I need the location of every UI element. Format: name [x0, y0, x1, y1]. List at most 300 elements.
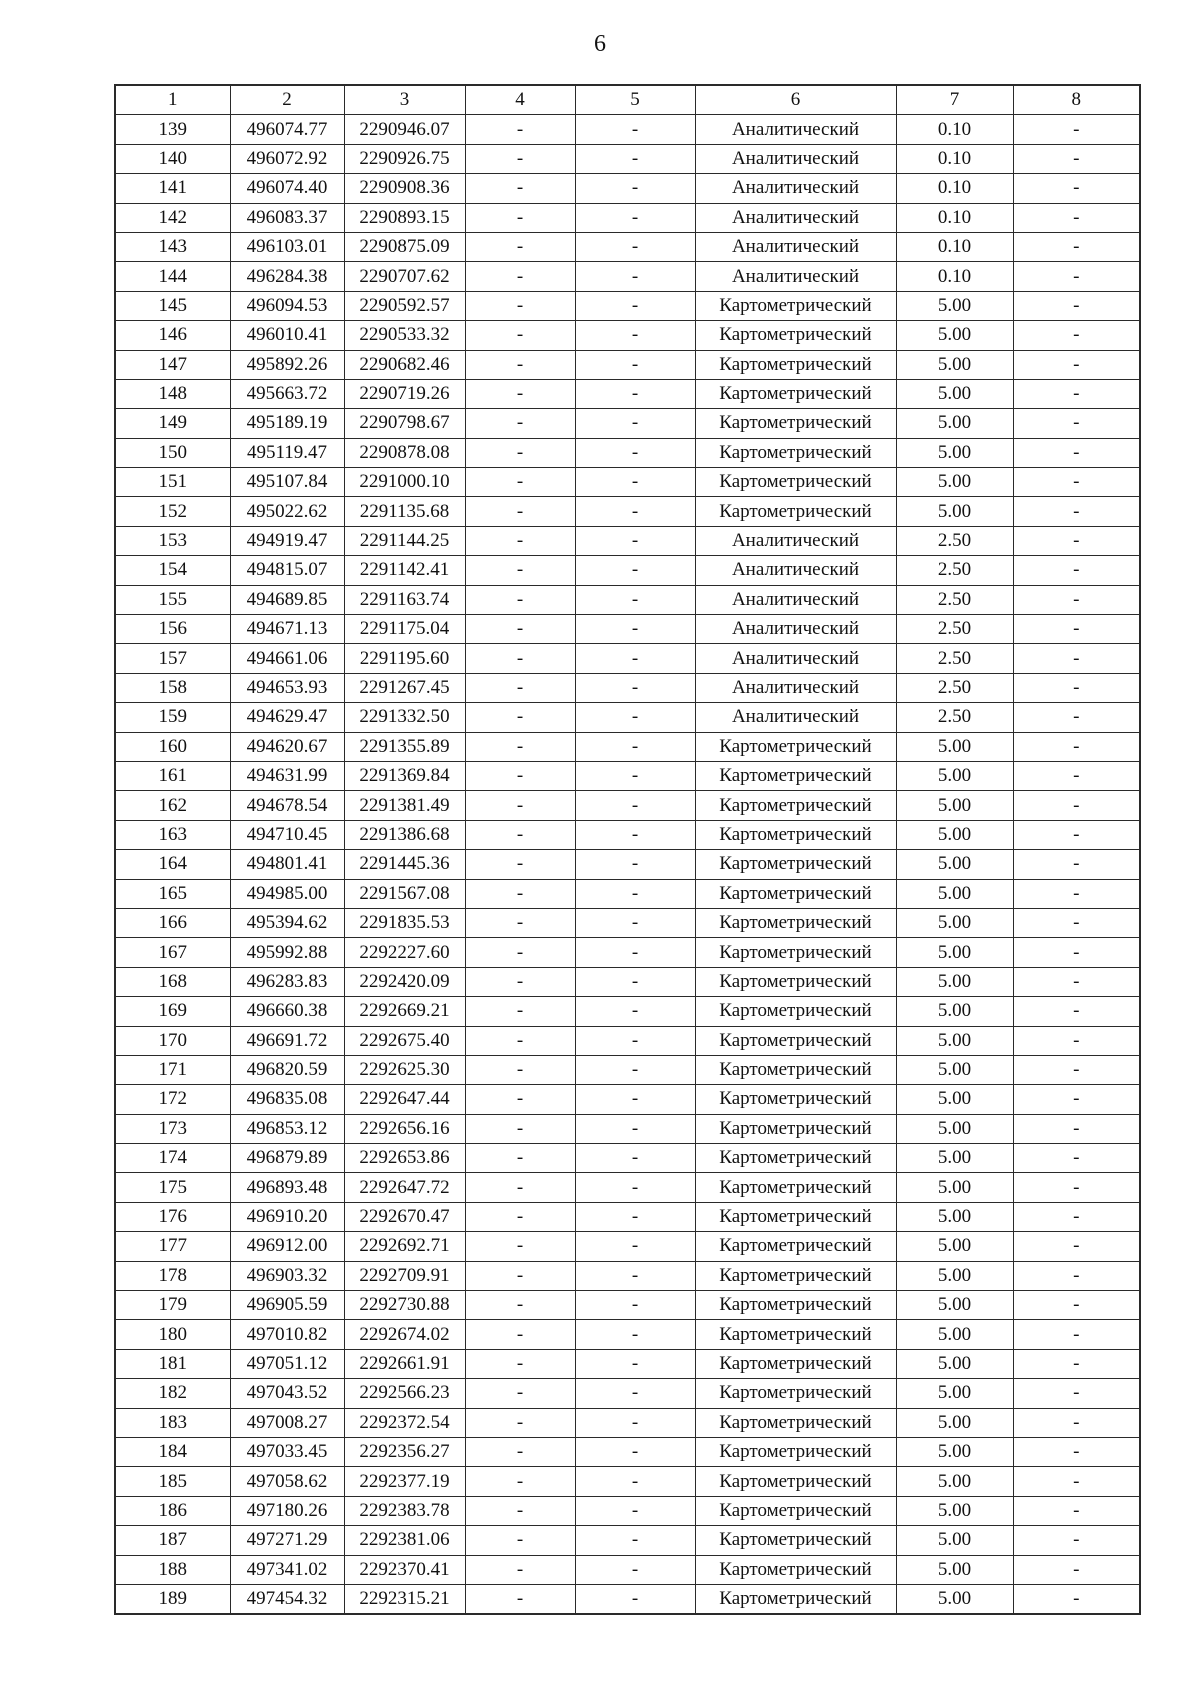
table-cell: 2292675.40: [344, 1026, 465, 1055]
table-cell: 5.00: [896, 1526, 1013, 1555]
table-cell: 150: [115, 438, 230, 467]
table-cell: Картометрический: [695, 791, 896, 820]
table-cell: Картометрический: [695, 938, 896, 967]
table-row: [115, 585, 1140, 614]
table-row: [115, 497, 1140, 526]
table-cell: -: [575, 850, 695, 879]
table-cell: 5.00: [896, 1202, 1013, 1231]
table-cell: 186: [115, 1496, 230, 1525]
table-cell: Картометрический: [695, 1291, 896, 1320]
table-cell: -: [1013, 761, 1140, 790]
table-cell: -: [1013, 409, 1140, 438]
table-cell: 2292674.02: [344, 1320, 465, 1349]
table-cell: -: [1013, 232, 1140, 261]
table-cell: -: [575, 879, 695, 908]
table-cell: -: [1013, 938, 1140, 967]
table-cell: -: [575, 585, 695, 614]
table-cell: 497043.52: [230, 1379, 344, 1408]
table-cell: 151: [115, 468, 230, 497]
table-cell: 2292692.71: [344, 1232, 465, 1261]
table-cell: -: [465, 1202, 575, 1231]
table-cell: -: [465, 203, 575, 232]
table-row: [115, 1291, 1140, 1320]
table-cell: 5.00: [896, 438, 1013, 467]
table-cell: Картометрический: [695, 1467, 896, 1496]
table-cell: 176: [115, 1202, 230, 1231]
table-cell: Аналитический: [695, 585, 896, 614]
table-cell: 5.00: [896, 1291, 1013, 1320]
table-cell: -: [1013, 379, 1140, 408]
table-cell: -: [575, 673, 695, 702]
table-row: [115, 1496, 1140, 1525]
table-cell: 143: [115, 232, 230, 261]
table-row: [115, 761, 1140, 790]
table-cell: 2292661.91: [344, 1349, 465, 1378]
table-row: [115, 703, 1140, 732]
table-cell: 5.00: [896, 791, 1013, 820]
table-cell: 5.00: [896, 732, 1013, 761]
table-cell: -: [1013, 468, 1140, 497]
table-cell: 496879.89: [230, 1144, 344, 1173]
table-cell: 173: [115, 1114, 230, 1143]
table-cell: 139: [115, 115, 230, 144]
table-cell: -: [575, 791, 695, 820]
table-cell: 2290946.07: [344, 115, 465, 144]
table-cell: -: [575, 1261, 695, 1290]
table-cell: -: [575, 115, 695, 144]
table-cell: 2291386.68: [344, 820, 465, 849]
table-cell: -: [1013, 1202, 1140, 1231]
table-cell: -: [1013, 1526, 1140, 1555]
table-cell: -: [465, 1526, 575, 1555]
table-cell: 497454.32: [230, 1584, 344, 1614]
table-cell: 5.00: [896, 1026, 1013, 1055]
table-cell: 5.00: [896, 379, 1013, 408]
table-cell: 494689.85: [230, 585, 344, 614]
table-cell: -: [465, 732, 575, 761]
table-cell: -: [465, 761, 575, 790]
table-row: [115, 1055, 1140, 1084]
table-cell: -: [575, 497, 695, 526]
table-cell: Картометрический: [695, 1555, 896, 1584]
table-cell: 0.10: [896, 262, 1013, 291]
table-cell: 497051.12: [230, 1349, 344, 1378]
table-cell: 2.50: [896, 673, 1013, 702]
table-cell: 497271.29: [230, 1526, 344, 1555]
table-cell: -: [575, 350, 695, 379]
table-cell: Картометрический: [695, 1261, 896, 1290]
table-cell: Картометрический: [695, 1085, 896, 1114]
table-cell: -: [1013, 703, 1140, 732]
table-cell: Картометрический: [695, 321, 896, 350]
table-cell: 2.50: [896, 615, 1013, 644]
table-cell: 165: [115, 879, 230, 908]
table-cell: -: [465, 673, 575, 702]
table-cell: -: [465, 1232, 575, 1261]
table-row: [115, 1173, 1140, 1202]
table-cell: 2292647.72: [344, 1173, 465, 1202]
table-cell: Картометрический: [695, 820, 896, 849]
table-cell: 496660.38: [230, 997, 344, 1026]
table-row: [115, 115, 1140, 144]
table-cell: -: [575, 1232, 695, 1261]
table-cell: 5.00: [896, 820, 1013, 849]
table-cell: 5.00: [896, 761, 1013, 790]
table-cell: -: [465, 1408, 575, 1437]
table-cell: 147: [115, 350, 230, 379]
table-cell: -: [1013, 203, 1140, 232]
table-cell: 2292669.21: [344, 997, 465, 1026]
table-row: [115, 820, 1140, 849]
table-cell: 5.00: [896, 879, 1013, 908]
table-cell: 496103.01: [230, 232, 344, 261]
table-body: [115, 85, 1140, 1614]
table-row: [115, 1467, 1140, 1496]
table-cell: -: [465, 820, 575, 849]
table-cell: 494671.13: [230, 615, 344, 644]
table-cell: 5.00: [896, 1379, 1013, 1408]
table-cell: 179: [115, 1291, 230, 1320]
table-cell: 187: [115, 1526, 230, 1555]
table-cell: -: [465, 1261, 575, 1290]
table-cell: 496074.77: [230, 115, 344, 144]
table-cell: 155: [115, 585, 230, 614]
table-cell: 5.00: [896, 1496, 1013, 1525]
table-cell: -: [575, 203, 695, 232]
table-cell: -: [575, 1202, 695, 1231]
table-cell: -: [575, 291, 695, 320]
table-cell: 496910.20: [230, 1202, 344, 1231]
table-cell: -: [465, 438, 575, 467]
table-cell: 2291355.89: [344, 732, 465, 761]
table-cell: Картометрический: [695, 997, 896, 1026]
table-cell: -: [575, 1555, 695, 1584]
table-cell: 5.00: [896, 1232, 1013, 1261]
table-cell: 5.00: [896, 908, 1013, 937]
table-cell: 5.00: [896, 1261, 1013, 1290]
table-row: [115, 1555, 1140, 1584]
table-cell: -: [575, 262, 695, 291]
table-cell: 495107.84: [230, 468, 344, 497]
table-cell: 496074.40: [230, 174, 344, 203]
table-cell: 496903.32: [230, 1261, 344, 1290]
table-cell: -: [465, 644, 575, 673]
table-cell: -: [575, 997, 695, 1026]
table-cell: -: [1013, 115, 1140, 144]
table-cell: 0.10: [896, 203, 1013, 232]
table-cell: 2291135.68: [344, 497, 465, 526]
column-header: 4: [465, 85, 575, 115]
table-cell: -: [575, 1291, 695, 1320]
table-cell: -: [575, 232, 695, 261]
table-cell: -: [465, 1085, 575, 1114]
table-cell: -: [575, 321, 695, 350]
table-row: [115, 1437, 1140, 1466]
table-cell: 495189.19: [230, 409, 344, 438]
table-cell: 495992.88: [230, 938, 344, 967]
table-cell: -: [1013, 791, 1140, 820]
table-cell: -: [1013, 1379, 1140, 1408]
table-cell: Картометрический: [695, 1584, 896, 1614]
table-cell: -: [1013, 526, 1140, 555]
table-cell: 2291381.49: [344, 791, 465, 820]
column-header: 1: [115, 85, 230, 115]
table-cell: 2.50: [896, 703, 1013, 732]
table-row: [115, 1144, 1140, 1173]
table-cell: 494629.47: [230, 703, 344, 732]
table-cell: 183: [115, 1408, 230, 1437]
table-cell: 2291142.41: [344, 556, 465, 585]
table-cell: -: [465, 908, 575, 937]
table-cell: -: [575, 1144, 695, 1173]
table-cell: 2292709.91: [344, 1261, 465, 1290]
table-cell: -: [575, 1526, 695, 1555]
table-cell: -: [465, 1584, 575, 1614]
table-cell: 145: [115, 291, 230, 320]
table-cell: 496010.41: [230, 321, 344, 350]
table-cell: 496083.37: [230, 203, 344, 232]
table-row: [115, 791, 1140, 820]
table-cell: 5.00: [896, 1555, 1013, 1584]
table-row: [115, 379, 1140, 408]
table-cell: 494801.41: [230, 850, 344, 879]
table-cell: 163: [115, 820, 230, 849]
table-cell: Картометрический: [695, 967, 896, 996]
table-cell: -: [465, 262, 575, 291]
table-cell: -: [1013, 732, 1140, 761]
table-row: [115, 1349, 1140, 1378]
table-cell: 2.50: [896, 644, 1013, 673]
table-cell: -: [1013, 144, 1140, 173]
table-cell: -: [465, 144, 575, 173]
table-cell: 5.00: [896, 1144, 1013, 1173]
table-cell: -: [1013, 1467, 1140, 1496]
table-row: [115, 732, 1140, 761]
table-cell: Картометрический: [695, 1349, 896, 1378]
table-cell: Картометрический: [695, 1408, 896, 1437]
table-cell: 184: [115, 1437, 230, 1466]
table-cell: -: [465, 321, 575, 350]
table-cell: -: [465, 497, 575, 526]
table-cell: -: [1013, 673, 1140, 702]
table-cell: -: [575, 938, 695, 967]
table-cell: -: [1013, 1349, 1140, 1378]
table-cell: 0.10: [896, 144, 1013, 173]
table-row: [115, 1408, 1140, 1437]
table-cell: 2291195.60: [344, 644, 465, 673]
table-cell: 2291267.45: [344, 673, 465, 702]
table-cell: -: [1013, 291, 1140, 320]
table-cell: -: [1013, 997, 1140, 1026]
table-cell: Картометрический: [695, 1526, 896, 1555]
table-cell: -: [1013, 908, 1140, 937]
table-cell: 496835.08: [230, 1085, 344, 1114]
table-cell: 167: [115, 938, 230, 967]
table-cell: -: [465, 1320, 575, 1349]
table-cell: 2292647.44: [344, 1085, 465, 1114]
table-cell: -: [1013, 644, 1140, 673]
table-row: [115, 438, 1140, 467]
table-row: [115, 556, 1140, 585]
table-row: [115, 850, 1140, 879]
table-cell: 496853.12: [230, 1114, 344, 1143]
table-cell: 144: [115, 262, 230, 291]
table-cell: -: [465, 1437, 575, 1466]
table-cell: -: [1013, 1261, 1140, 1290]
table-cell: 2291175.04: [344, 615, 465, 644]
table-cell: 5.00: [896, 291, 1013, 320]
table-cell: -: [575, 1379, 695, 1408]
table-cell: 5.00: [896, 1349, 1013, 1378]
table-row: [115, 1379, 1140, 1408]
table-cell: 2290719.26: [344, 379, 465, 408]
table-cell: -: [465, 791, 575, 820]
table-cell: Картометрический: [695, 379, 896, 408]
table-cell: 5.00: [896, 1055, 1013, 1084]
table-row: [115, 615, 1140, 644]
table-cell: 2290592.57: [344, 291, 465, 320]
table-cell: 497033.45: [230, 1437, 344, 1466]
table-cell: -: [1013, 1584, 1140, 1614]
table-cell: -: [465, 967, 575, 996]
table-cell: 156: [115, 615, 230, 644]
table-row: [115, 203, 1140, 232]
table-cell: 5.00: [896, 1320, 1013, 1349]
table-cell: 177: [115, 1232, 230, 1261]
table-row: [115, 1202, 1140, 1231]
table-cell: 5.00: [896, 967, 1013, 996]
table-row: [115, 1114, 1140, 1143]
table-cell: -: [465, 938, 575, 967]
table-cell: 494653.93: [230, 673, 344, 702]
table-cell: 496905.59: [230, 1291, 344, 1320]
table-cell: Картометрический: [695, 761, 896, 790]
column-header: 3: [344, 85, 465, 115]
table-row: [115, 1584, 1140, 1614]
table-cell: -: [465, 703, 575, 732]
table-cell: 2291369.84: [344, 761, 465, 790]
table-row: [115, 232, 1140, 261]
table-cell: 5.00: [896, 1085, 1013, 1114]
table-cell: Картометрический: [695, 468, 896, 497]
table-row: [115, 879, 1140, 908]
table-cell: -: [1013, 174, 1140, 203]
column-header: 2: [230, 85, 344, 115]
table-cell: 2292670.47: [344, 1202, 465, 1231]
table-row: [115, 526, 1140, 555]
table-cell: 494620.67: [230, 732, 344, 761]
table-cell: -: [1013, 1496, 1140, 1525]
table-cell: -: [575, 644, 695, 673]
table-row: [115, 1026, 1140, 1055]
table-cell: 496094.53: [230, 291, 344, 320]
table-cell: 2292420.09: [344, 967, 465, 996]
table-cell: 495394.62: [230, 908, 344, 937]
column-header: 6: [695, 85, 896, 115]
table-cell: 2290878.08: [344, 438, 465, 467]
table-row: [115, 262, 1140, 291]
table-cell: 5.00: [896, 1467, 1013, 1496]
table-cell: 2291835.53: [344, 908, 465, 937]
table-cell: -: [465, 409, 575, 438]
table-cell: -: [575, 468, 695, 497]
table-cell: -: [465, 997, 575, 1026]
table-cell: 2291144.25: [344, 526, 465, 555]
table-cell: -: [1013, 350, 1140, 379]
table-row: [115, 350, 1140, 379]
table-cell: -: [1013, 1114, 1140, 1143]
table-cell: Аналитический: [695, 526, 896, 555]
table-cell: 497180.26: [230, 1496, 344, 1525]
table-cell: 494815.07: [230, 556, 344, 585]
table-cell: -: [575, 144, 695, 173]
table-cell: 185: [115, 1467, 230, 1496]
table-cell: -: [1013, 1173, 1140, 1202]
table-cell: 159: [115, 703, 230, 732]
table-cell: 2292383.78: [344, 1496, 465, 1525]
table-cell: 494631.99: [230, 761, 344, 790]
table-cell: Аналитический: [695, 144, 896, 173]
table-cell: -: [575, 1114, 695, 1143]
table-cell: -: [575, 1026, 695, 1055]
table-cell: -: [465, 1055, 575, 1084]
table-cell: 2292370.41: [344, 1555, 465, 1584]
table-cell: 182: [115, 1379, 230, 1408]
table-cell: Картометрический: [695, 1437, 896, 1466]
table-cell: -: [465, 615, 575, 644]
table-cell: 2292656.16: [344, 1114, 465, 1143]
table-cell: -: [1013, 585, 1140, 614]
table-cell: Картометрический: [695, 1379, 896, 1408]
table-cell: 2292566.23: [344, 1379, 465, 1408]
table-cell: 5.00: [896, 409, 1013, 438]
table-cell: 2292227.60: [344, 938, 465, 967]
table-cell: -: [465, 1555, 575, 1584]
table-cell: Картометрический: [695, 879, 896, 908]
table-cell: 2291332.50: [344, 703, 465, 732]
table-cell: 172: [115, 1085, 230, 1114]
table-cell: -: [465, 379, 575, 408]
table-cell: Аналитический: [695, 232, 896, 261]
table-cell: 175: [115, 1173, 230, 1202]
column-header: 7: [896, 85, 1013, 115]
table-cell: -: [575, 1055, 695, 1084]
table-cell: Картометрический: [695, 291, 896, 320]
table-cell: 496820.59: [230, 1055, 344, 1084]
table-cell: 2292653.86: [344, 1144, 465, 1173]
table-cell: Картометрический: [695, 1173, 896, 1202]
table-cell: -: [1013, 438, 1140, 467]
table-row: [115, 291, 1140, 320]
table-cell: -: [465, 1291, 575, 1320]
table-cell: -: [575, 732, 695, 761]
table-cell: -: [1013, 497, 1140, 526]
table-cell: -: [465, 1144, 575, 1173]
table-cell: -: [465, 1349, 575, 1378]
table-cell: 494678.54: [230, 791, 344, 820]
table-cell: Аналитический: [695, 615, 896, 644]
table-cell: 497010.82: [230, 1320, 344, 1349]
table-cell: 2291445.36: [344, 850, 465, 879]
table-cell: -: [465, 556, 575, 585]
coordinates-table: [114, 84, 1141, 1615]
table-row: [115, 1232, 1140, 1261]
table-cell: 5.00: [896, 997, 1013, 1026]
table-cell: -: [1013, 1232, 1140, 1261]
table-cell: 2290875.09: [344, 232, 465, 261]
table-cell: -: [1013, 1144, 1140, 1173]
table-cell: 5.00: [896, 1437, 1013, 1466]
